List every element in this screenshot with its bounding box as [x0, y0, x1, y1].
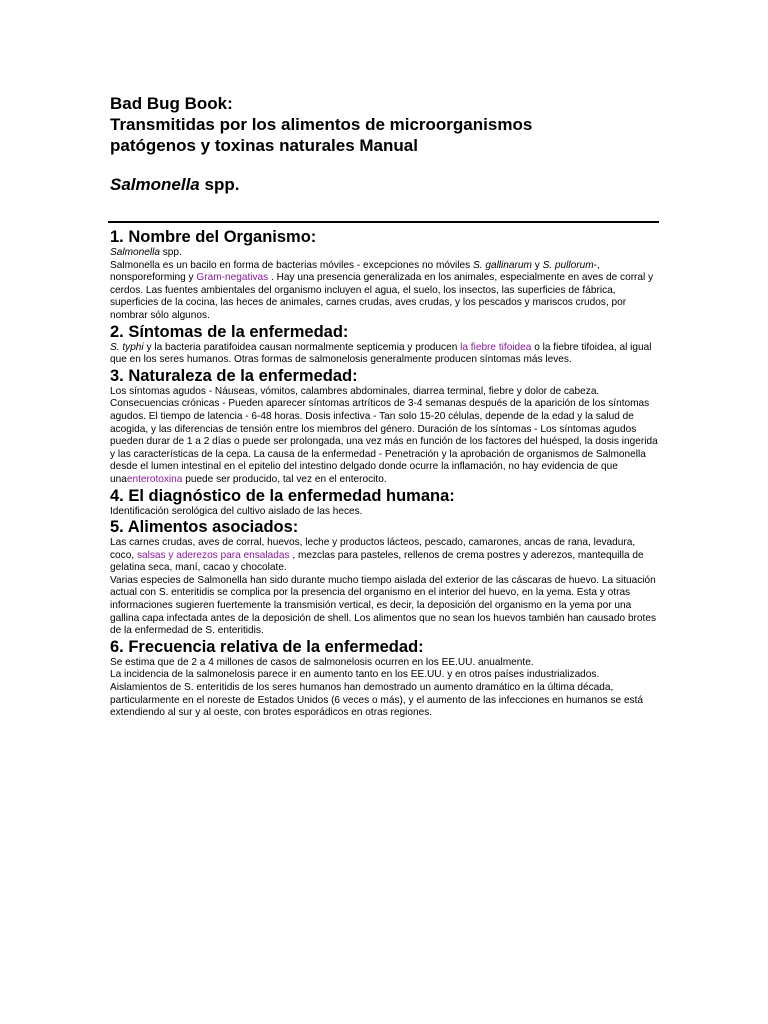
link-enterotoxina[interactable]: enterotoxina — [126, 473, 183, 485]
title-line-1: Bad Bug Book: — [110, 94, 233, 113]
section-body — [110, 506, 658, 519]
horizontal-rule — [108, 221, 659, 223]
italic-run: S. typhi — [110, 341, 144, 353]
section-body — [110, 657, 658, 720]
section-organism-name — [110, 228, 658, 323]
section-body — [110, 247, 658, 323]
text-run: , mezclas para pasteles, rellenos de crema postres y aderezos, mantequilla de gelatina seca, maní, cacao y chocolate. — [110, 549, 644, 574]
italic-run: S. gallinarum — [473, 259, 532, 271]
section-body — [110, 386, 658, 487]
organism-description — [110, 260, 658, 323]
title-line-3: patógenos y toxinas naturales Manual — [110, 136, 418, 155]
section-body — [110, 342, 658, 367]
section-disease-nature — [110, 367, 658, 487]
section-frequency — [110, 638, 658, 720]
document-content — [110, 228, 658, 720]
frequency-paragraph-2: La incidencia de la salmonelosis parece ir en aumento tanto en los EE.UU. y en otros países industrializados. Aislamientos de S. enteritidis de los seres humanos han demostrado un aumento dramático en la última década, particularmente en el noreste de Estados Unidos (6 veces o más), y el aumento de las infecciones en humanos se está extendiendo al sur y al oeste, con brotes esporádicos en otras regiones. — [110, 669, 644, 719]
section-heading: 5. Alimentos asociados: — [110, 518, 299, 537]
disease-nature-paragraph — [110, 386, 658, 487]
section-associated-foods — [110, 518, 658, 638]
text-run: o la fiebre tifoidea, al igual que en los seres humanos. Otras formas de salmonelosis generalmente producen síntomas más leves. — [110, 341, 652, 366]
text-run: . Hay una presencia generalizada en los animales, especialmente en aves de corral y cerdos. Las fuentes ambientales del organismo incluyen el agua, el suelo, los insectos, las superficies de fábrica, superficies de la cocina, las heces de animales, carnes crudas, aves crudas, y los pescados y mariscos crudos, por nombrar sólo algunos. — [110, 272, 654, 321]
organism-suffix: spp. — [159, 247, 182, 258]
foods-paragraph-2: Varias especies de Salmonella han sido durante mucho tiempo aislada del exterior de las cáscaras de huevo. La situación actual con S. enteritidis se complica por la presencia del organismo en el interior del huevo, en la yema. Esta y otras informaciones sugieren fuertemente la transmisión vertical, es decir, la deposición del organismo en la yema por una gallina capa infectada antes de la deposición de shell. Los alimentos que no sean los huevos también han causado brotes de la enfermedad de S. enteritidis. — [110, 574, 656, 637]
link-fiebre-tifoidea[interactable]: la fiebre tifoidea — [460, 341, 532, 353]
species-suffix: spp. — [199, 175, 240, 194]
symptoms-paragraph — [110, 342, 658, 367]
link-salsas-aderezos[interactable]: salsas y aderezos para ensaladas — [136, 549, 290, 561]
section-heading: 4. El diagnóstico de la enfermedad humana: — [110, 486, 455, 505]
species-heading — [110, 174, 670, 195]
frequency-paragraph-1: Se estima que de 2 a 4 millones de casos de salmonelosis ocurren en los EE.UU. anualmente. — [110, 656, 534, 668]
foods-paragraph-1 — [110, 537, 658, 575]
species-italic: Salmonella — [110, 175, 200, 194]
text-run: Salmonella es un bacilo en forma de bacterias móviles - excepciones no móviles — [110, 259, 473, 271]
text-run: y — [531, 259, 543, 271]
text-run: Las carnes crudas, aves de corral, huevos, leche y productos lácteos, pescado, camarones, ancas de rana, levadura, coco, — [110, 537, 636, 561]
section-diagnosis — [110, 487, 658, 519]
text-run: Los síntomas agudos - Náuseas, vómitos, calambres abdominales, diarrea terminal, fiebre y dolor de cabeza. Consecuencias crónicas - Pueden aparecer síntomas artríticos de 3-4 semanas después de la aparición de los síntomas agudos. El tiempo de latencia - 6-48 horas. Dosis infectiva - Tan solo 15-20 células, depende de la edad y la salud de acogida, y las diferencias de tensión entre los miembros del género. Duración de los síntomas - Los síntomas agudos pueden durar de 1 a 2 días o puede ser prolongada, una vez más en función de los factores del huésped, la dosis ingerida y las características de la cepa. La causa de la enfermedad - Penetración y la aprobación de organismos de Salmonella desde el lumen intestinal en el epitelio del intestino delgado donde ocurre la inflamación, no hay evidencia de que una — [110, 385, 658, 485]
section-symptoms — [110, 323, 658, 367]
italic-run: S. pullorum — [542, 259, 594, 271]
link-gram-negativas[interactable]: Gram-negativas — [196, 272, 269, 284]
organism-italic: Salmonella — [110, 247, 160, 258]
section-heading: 3. Naturaleza de la enfermedad: — [110, 366, 358, 385]
diagnosis-paragraph: Identificación serológica del cultivo aislado de las heces. — [110, 505, 363, 517]
section-heading: 1. Nombre del Organismo: — [110, 228, 317, 246]
organism-name-line — [110, 247, 658, 260]
section-body — [110, 537, 658, 638]
document-header — [110, 93, 670, 195]
section-heading: 2. Síntomas de la enfermedad: — [110, 322, 349, 341]
section-heading: 6. Frecuencia relativa de la enfermedad: — [110, 637, 424, 656]
text-run: y la bacteria paratifoidea causan normalmente septicemia y producen — [143, 341, 461, 353]
text-run: -, nonsporeforming y — [110, 259, 600, 284]
document-title — [110, 93, 670, 156]
text-run: puede ser producido, tal vez en el enterocito. — [182, 473, 387, 485]
title-line-2: Transmitidas por los alimentos de microorganismos — [110, 115, 533, 134]
